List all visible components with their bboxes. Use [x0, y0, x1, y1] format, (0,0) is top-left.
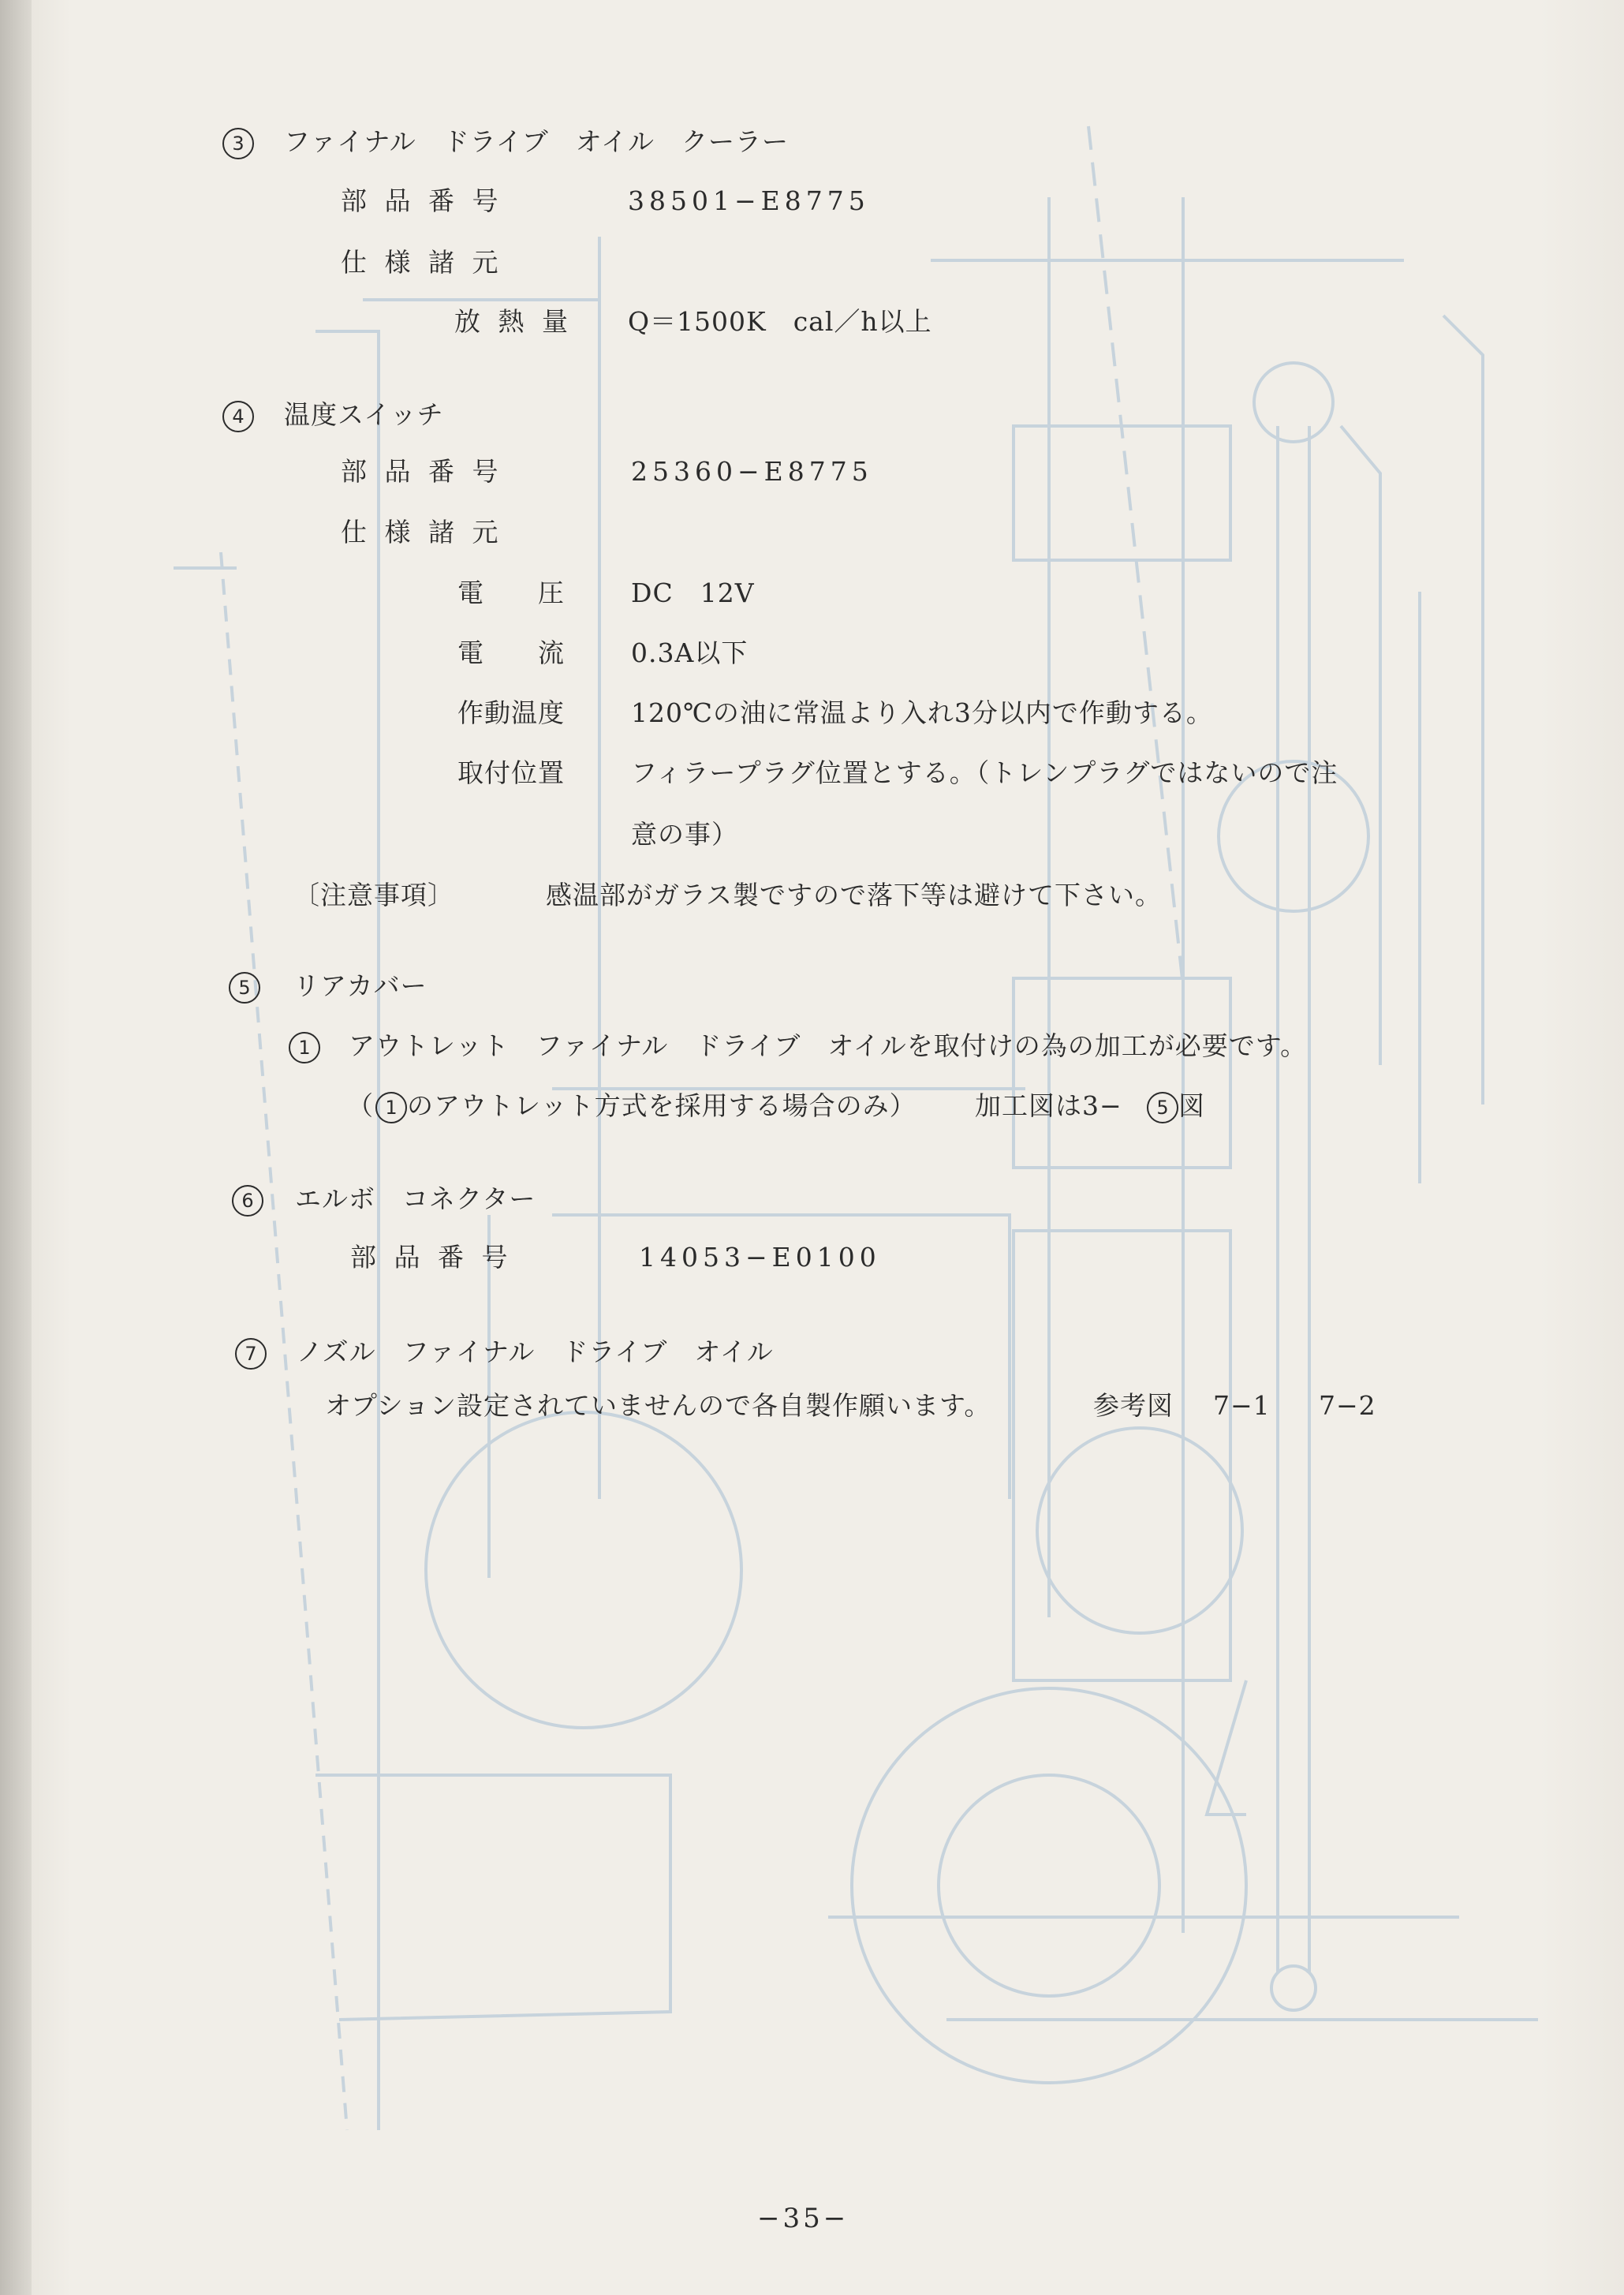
item4-title: 温度スイッチ	[284, 399, 444, 430]
item4-part-number: 25360−E8775	[631, 456, 873, 487]
item4-voltage-label: 電 圧	[457, 577, 565, 608]
item5-figure-suffix: 図	[1178, 1090, 1205, 1121]
item4-temp-value: 120℃の油に常温より入れ3分以内で作動する。	[631, 697, 1213, 728]
item3-spec-label: 仕 様 諸 元	[341, 247, 503, 278]
item6-number-badge: 6	[232, 1185, 263, 1217]
page-number: −35−	[757, 2203, 849, 2234]
item3-title: ファイナル ドライブ オイル クーラー	[284, 126, 790, 157]
item7-number-badge: 7	[235, 1338, 267, 1370]
item3-number-badge: 3	[222, 128, 254, 159]
item7-ref-1: 7−1	[1213, 1390, 1271, 1421]
item7-ref-label: 参考図	[1093, 1390, 1174, 1421]
item3-heat-value: Q＝1500K cal／h以上	[628, 306, 932, 337]
item5-title: リアカバー	[293, 970, 427, 1001]
item7-ref-2: 7−2	[1319, 1390, 1376, 1421]
item5-sub-number-badge: 1	[289, 1032, 320, 1063]
item4-position-value-line1: フィラープラグ位置とする。（トレンプラグではないので注	[631, 757, 1338, 788]
item5-note-prefix: （	[347, 1090, 374, 1121]
item3-part-number: 38501−E8775	[628, 185, 870, 216]
item6-part-label: 部 品 番 号	[350, 1242, 513, 1273]
item6-title: エルボ コネクター	[295, 1183, 536, 1214]
item4-current-value: 0.3A以下	[631, 637, 749, 668]
item4-current-label: 電 流	[457, 637, 565, 668]
item4-position-value-line2: 意の事）	[631, 819, 738, 850]
item7-title: ノズル ファイナル ドライブ オイル	[297, 1336, 774, 1367]
item4-number-badge: 4	[222, 401, 254, 432]
item5-note-text: のアウトレット方式を採用する場合のみ）	[407, 1090, 917, 1121]
item6-part-number: 14053−E0100	[639, 1242, 881, 1273]
item3-part-label: 部 品 番 号	[341, 185, 503, 216]
item4-position-label: 取付位置	[457, 757, 565, 788]
item5-number-badge: 5	[229, 972, 260, 1004]
item4-temp-label: 作動温度	[457, 697, 565, 728]
item5-figure-number-badge: 5	[1147, 1092, 1178, 1123]
item4-voltage-value: DC 12V	[631, 577, 755, 608]
item4-caution-label: 〔注意事項〕	[293, 880, 454, 910]
item4-part-label: 部 品 番 号	[341, 456, 503, 487]
item4-caution-value: 感温部がガラス製ですので落下等は避けて下さい。	[546, 880, 1163, 910]
item3-heat-label: 放 熱 量	[454, 306, 573, 337]
item5-figure-text: 加工図は3−	[975, 1090, 1122, 1121]
item7-text: オプション設定されていませんので各自製作願います。	[325, 1390, 991, 1421]
item4-spec-label: 仕 様 諸 元	[341, 517, 503, 548]
item5-note-number-badge: 1	[375, 1092, 407, 1123]
item5-sub-text: アウトレット ファイナル ドライブ オイルを取付けの為の加工が必要です。	[349, 1030, 1308, 1061]
